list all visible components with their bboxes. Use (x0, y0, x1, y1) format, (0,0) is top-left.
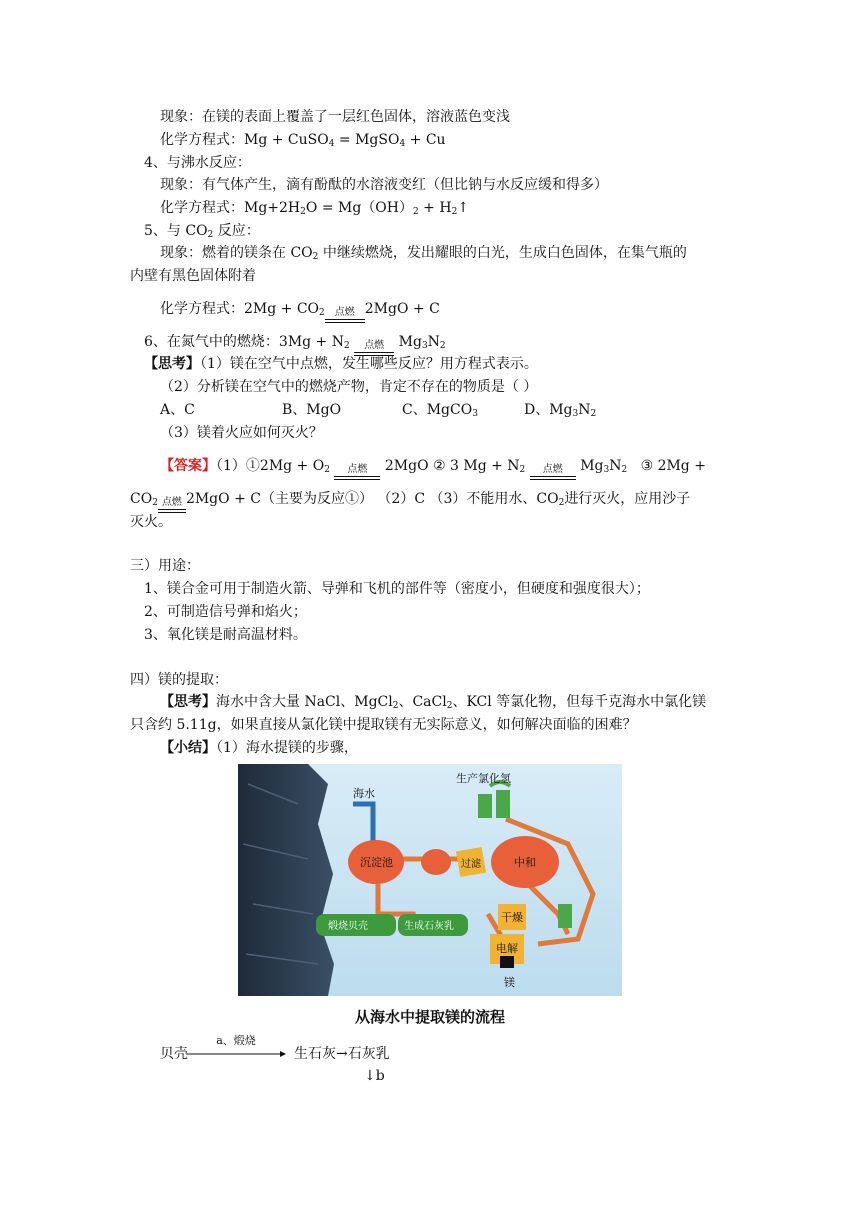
label-precip: 沉淀池 (360, 856, 393, 869)
label-dry: 干燥 (501, 911, 523, 924)
magnesium-extraction-diagram (238, 764, 622, 996)
question-line: （3）镁着火应如何灭火？ (160, 425, 323, 441)
label-neutral: 中和 (514, 856, 536, 869)
text-line: 【小结】（1）海水提镁的步骤， (160, 740, 358, 756)
label-filter: 过滤 (461, 859, 481, 870)
text-line: 现象：在镁的表面上覆盖了一层红色固体，溶液蓝色变浅 (160, 109, 510, 125)
reaction-condition: 点燃 (325, 308, 365, 323)
figure-caption: 从海水中提取镁的流程 (354, 1008, 505, 1026)
option-a: A、C (160, 402, 195, 418)
flow-lime: 生石灰→石灰乳 (294, 1046, 390, 1062)
section-heading: 三）用途： (130, 558, 200, 574)
answer-line: $CO_2$ 点燃 2MgO + C（主要为反应①） （2）C （3）不能用水、$CO_2$进行灭火，应用沙子 (130, 489, 690, 513)
list-item: 2、可制造信号弹和焰火； (144, 604, 307, 620)
label-electro: 电解 (496, 942, 518, 955)
list-item: 3、氧化镁是耐高温材料。 (144, 627, 307, 643)
flow-shell: 贝壳 (160, 1046, 188, 1062)
text-line: 只含约 5.11g，如果直接从氯化镁中提取镁有无实际意义，如何解决面临的困难？ (130, 717, 637, 733)
section-item: 4、与沸水反应： (144, 155, 251, 171)
question-line: 【思考】（1）镁在空气中点燃，发生哪些反应？用方程式表示。 (144, 356, 538, 372)
arrow-label: a、煅烧 (216, 1034, 256, 1047)
answer-line: 【答案】（1）①2Mg + $O_2$ 点燃 2MgO ② 3 $Mg + N_2$ 点燃 $Mg_3N_2$ ③ 2Mg + (160, 456, 706, 480)
option-b: B、MgO (282, 402, 342, 418)
label-seawater: 海水 (353, 787, 375, 800)
list-item: 1、镁合金可用于制造火箭、导弹和飞机的部件等（密度小，但硬度和强度很大）； (144, 581, 650, 597)
section-heading: 四）镁的提取： (130, 672, 228, 688)
question-line: （2）分析镁在空气中的燃烧产物，肯定不存在的物质是（ ） (160, 379, 538, 395)
calcine-arrow (186, 1035, 286, 1063)
option-d: D、$Mg_3N_2$ (524, 402, 597, 419)
section-item: 5、与 $CO_2$ 反应： (144, 223, 260, 240)
text-line: 现象：有气体产生，滴有酚酞的水溶液变红（但比钠与水反应缓和得多） (160, 177, 608, 193)
reaction-condition: 点燃 (158, 498, 186, 513)
label-calcine: 煅烧贝壳 (328, 921, 368, 932)
reaction-condition: 点燃 (354, 341, 394, 356)
option-c: C、MgCO$_3$ (402, 402, 478, 419)
text-line: 内壁有黑色固体附着 (130, 268, 256, 284)
reaction-condition: 点燃 (530, 465, 576, 480)
equation-line: 化学方程式：$2Mg + CO_2$ 点燃 2MgO + C (160, 299, 440, 323)
label-hcl: 生产氯化氢 (456, 772, 511, 785)
equation-line: 6、在氮气中的燃烧：$3Mg + N_2$ 点燃 $Mg_3N_2$ (144, 332, 446, 356)
label-mg: 镁 (504, 976, 515, 989)
equation-line: 化学方程式：Mg + CuSO$_4$ = MgSO$_4$ + Cu (160, 132, 446, 149)
answer-label: 【答案】 (160, 458, 216, 474)
answer-line: 灭火。 (130, 514, 172, 530)
label-makelime: 生成石灰乳 (404, 921, 454, 932)
equation-line: 化学方程式：$Mg+2H_2O = Mg(OH)_2$ + $H_2↑$ (160, 200, 470, 217)
flow-step-b: ↓b (364, 1068, 385, 1084)
text-line: 现象：燃着的镁条在 $CO_2$ 中继续燃烧，发出耀眼的白光，生成白色固体，在集气瓶的 (160, 245, 687, 262)
text-line: 【思考】海水中含大量 NaCl、MgCl$_2$、CaCl$_2$、KCl 等氯化物，但每千克海水中氯化镁 (160, 694, 707, 711)
reaction-condition: 点燃 (334, 465, 380, 480)
